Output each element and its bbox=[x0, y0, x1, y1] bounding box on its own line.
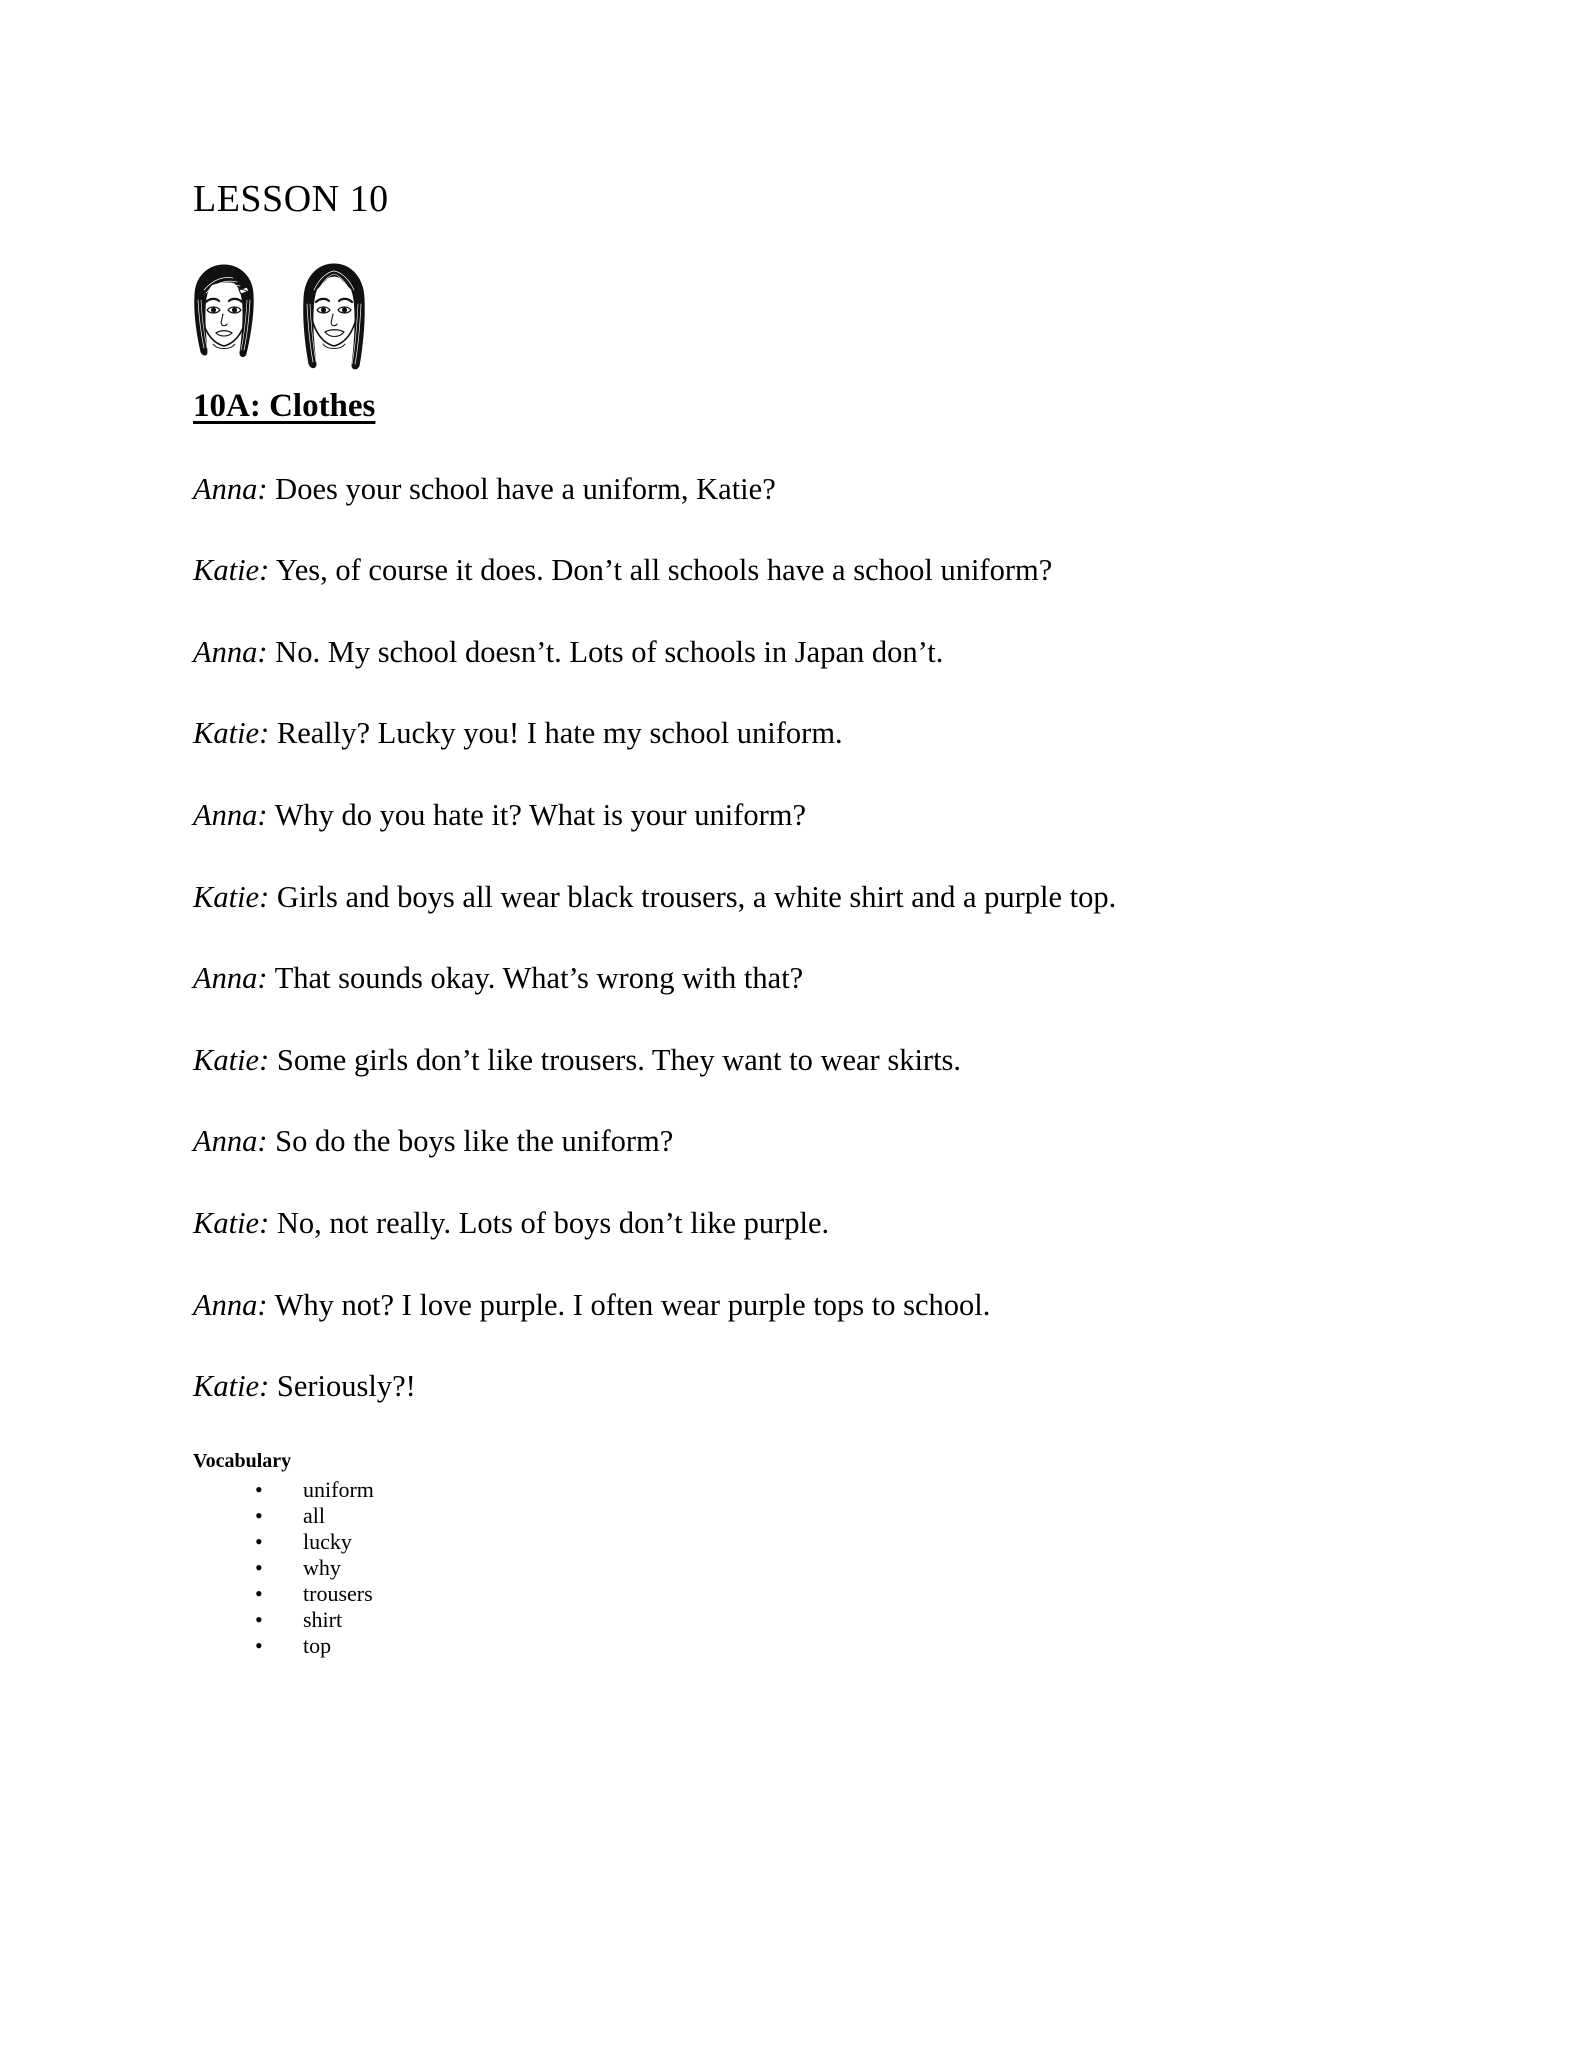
bullet-icon: • bbox=[255, 1528, 263, 1554]
dialogue-line bbox=[193, 1205, 1393, 1242]
speaker-label: Anna: bbox=[193, 798, 268, 833]
speech-text: No, not really. Lots of boys don’t like purple. bbox=[276, 1206, 830, 1241]
speech-text: Does your school have a uniform, Katie? bbox=[275, 471, 776, 506]
dialogue-line bbox=[193, 715, 1393, 752]
dialogue-line bbox=[193, 1042, 1393, 1079]
speaker-label: Katie: bbox=[193, 1369, 270, 1404]
page-content bbox=[193, 178, 1393, 1658]
dialogue-line bbox=[193, 552, 1393, 589]
list-item bbox=[255, 1503, 1393, 1529]
speech-text: Why do you hate it? What is your uniform? bbox=[274, 798, 806, 833]
bullet-icon: • bbox=[255, 1606, 263, 1632]
speech-text: Really? Lucky you! I hate my school uniform. bbox=[276, 716, 843, 751]
speaker-label: Katie: bbox=[193, 553, 270, 588]
dialogue-line bbox=[193, 797, 1393, 834]
dialogue-line bbox=[193, 960, 1393, 997]
vocabulary-section bbox=[193, 1450, 1393, 1659]
vocabulary-word: shirt bbox=[303, 1606, 343, 1632]
vocabulary-word: why bbox=[303, 1554, 341, 1580]
speaker-label: Katie: bbox=[193, 1042, 270, 1077]
dialogue-line bbox=[193, 634, 1393, 671]
bullet-icon: • bbox=[255, 1632, 263, 1658]
speaker-label: Katie: bbox=[193, 716, 270, 751]
speech-text: Yes, of course it does. Don’t all schools have a school uniform? bbox=[275, 553, 1053, 588]
speaker-label: Katie: bbox=[193, 1206, 270, 1241]
dialogue-line bbox=[193, 1123, 1393, 1160]
vocabulary-word: uniform bbox=[303, 1476, 374, 1502]
speaker-label: Anna: bbox=[193, 634, 268, 669]
bullet-icon: • bbox=[255, 1502, 263, 1528]
speaker-label: Anna: bbox=[193, 471, 268, 506]
dialogue-line bbox=[193, 879, 1393, 916]
list-item bbox=[255, 1477, 1393, 1503]
speech-text: Why not? I love purple. I often wear purple tops to school. bbox=[274, 1287, 991, 1322]
vocabulary-word: all bbox=[303, 1502, 325, 1528]
speech-text: So do the boys like the uniform? bbox=[275, 1124, 674, 1159]
speaker-label: Katie: bbox=[193, 879, 270, 914]
vocabulary-heading: Vocabulary bbox=[193, 1449, 292, 1472]
page-title: LESSON 10 bbox=[193, 178, 389, 220]
list-item bbox=[255, 1607, 1393, 1633]
list-item bbox=[255, 1581, 1393, 1607]
dialogue-line bbox=[193, 1368, 1393, 1405]
list-item bbox=[255, 1555, 1393, 1581]
section-heading-10a-clothes: 10A: Clothes bbox=[193, 387, 376, 424]
speech-text: That sounds okay. What’s wrong with that? bbox=[274, 961, 804, 996]
dialogue-line bbox=[193, 471, 1393, 508]
list-item bbox=[255, 1529, 1393, 1555]
vocabulary-word: top bbox=[303, 1632, 332, 1658]
two-girls-faces-illustration bbox=[193, 260, 443, 370]
speaker-label: Anna: bbox=[193, 1287, 268, 1322]
vocabulary-word: lucky bbox=[303, 1528, 352, 1554]
dialogue-line bbox=[193, 1287, 1393, 1324]
dialogue-transcript bbox=[193, 471, 1393, 1405]
list-item bbox=[255, 1633, 1393, 1659]
vocabulary-word: trousers bbox=[303, 1580, 373, 1606]
speech-text: Girls and boys all wear black trousers, a white shirt and a purple top. bbox=[276, 879, 1117, 914]
bullet-icon: • bbox=[255, 1476, 263, 1502]
speech-text: No. My school doesn’t. Lots of schools in Japan don’t. bbox=[275, 634, 944, 669]
bullet-icon: • bbox=[255, 1580, 263, 1606]
speaker-label: Anna: bbox=[193, 1124, 268, 1159]
vocabulary-list bbox=[193, 1477, 1393, 1659]
speech-text: Seriously?! bbox=[276, 1369, 416, 1404]
speech-text: Some girls don’t like trousers. They want to wear skirts. bbox=[276, 1042, 962, 1077]
bullet-icon: • bbox=[255, 1554, 263, 1580]
speaker-label: Anna: bbox=[193, 961, 268, 996]
